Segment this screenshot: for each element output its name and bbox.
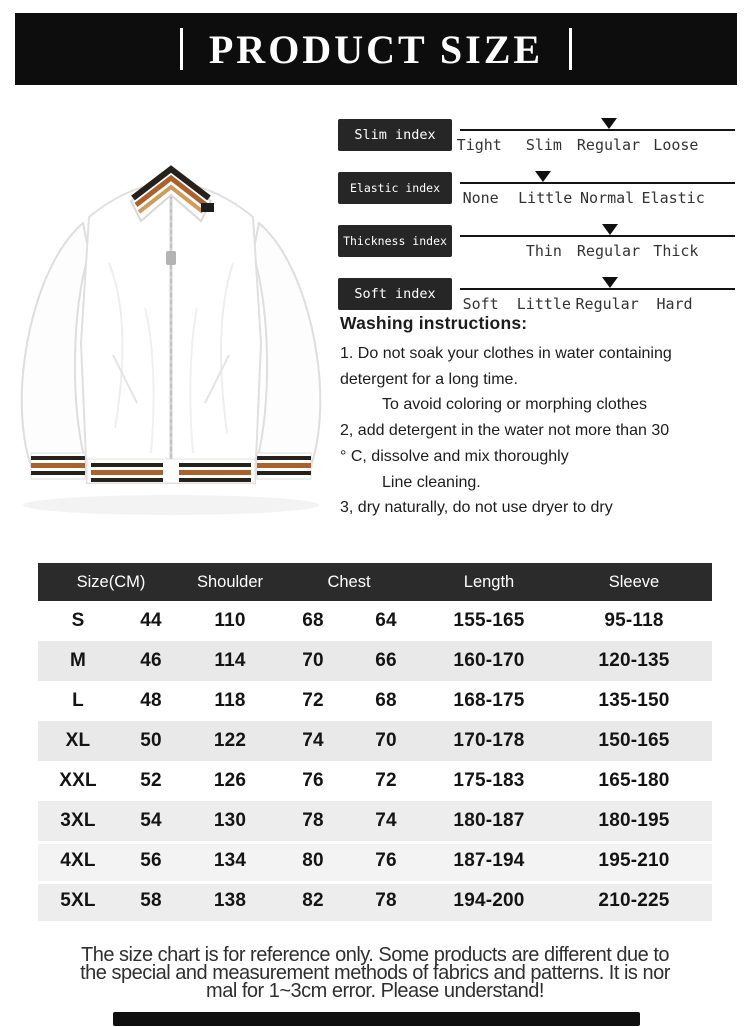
table-row: [38, 801, 712, 841]
size-cell: 4XL: [60, 850, 96, 871]
index-label: Thickness index: [338, 225, 452, 257]
index-option: Soft: [462, 295, 499, 313]
table-cell: 165-180: [598, 770, 670, 791]
size-cell: XXL: [59, 770, 97, 791]
index-row: [338, 117, 735, 153]
banner-left-bar: [180, 28, 183, 70]
left-cuff: [31, 453, 85, 479]
table-row: [38, 641, 712, 681]
index-option: Thick: [653, 242, 699, 260]
disclaimer-line: the special and measurement methods of fabrics and patterns. It is nor: [80, 962, 670, 984]
washing-line: To avoid coloring or morphing clothes: [382, 396, 648, 414]
size-cell: L: [72, 690, 84, 711]
index-row: [338, 170, 735, 206]
washing-instructions: [340, 313, 744, 521]
table-cell: 122: [213, 730, 247, 751]
index-line: [460, 129, 735, 131]
index-option: Regular: [576, 242, 641, 260]
footer-bar: [113, 1012, 640, 1026]
column-header: Chest: [327, 572, 371, 591]
table-cell: 95-118: [604, 610, 664, 631]
table-cell: 130: [213, 810, 247, 831]
size-cell: XL: [65, 730, 91, 751]
table-cell: 187-194: [453, 850, 525, 871]
index-scale: [456, 117, 735, 154]
index-label: Elastic index: [338, 172, 452, 204]
table-body: [38, 601, 712, 921]
index-row: [338, 276, 735, 312]
index-section: [338, 117, 735, 329]
washing-line: Line cleaning.: [382, 473, 481, 491]
table-cell: 48: [140, 690, 162, 711]
table-row: [38, 681, 712, 721]
index-label: Soft index: [338, 278, 452, 310]
collar-size-tag: [201, 203, 214, 212]
index-scale: [460, 276, 735, 312]
disclaimer-line: The size chart is for reference only. Some products are different due to: [80, 944, 670, 966]
table-cell: 134: [213, 850, 247, 871]
jacket-illustration: [5, 103, 337, 528]
table-cell: 135-150: [598, 690, 670, 711]
washing-heading: Washing instructions:: [340, 313, 528, 333]
column-header: Sleeve: [608, 572, 660, 591]
column-header: Shoulder: [196, 572, 264, 591]
product-image: [5, 103, 337, 528]
table-cell: 120-135: [598, 650, 670, 671]
table-cell: 210-225: [598, 890, 670, 911]
index-option: None: [462, 189, 499, 207]
column-header: Length: [463, 572, 515, 591]
table-cell: 138: [213, 890, 247, 911]
right-cuff: [257, 453, 311, 479]
table-cell: 180-187: [453, 810, 525, 831]
washing-lines: [340, 341, 744, 521]
table-cell: 118: [214, 690, 246, 711]
size-cell: 5XL: [60, 890, 96, 911]
table-cell: 170-178: [453, 730, 525, 751]
size-cell: 3XL: [60, 810, 96, 831]
index-option: Thin: [525, 242, 562, 260]
washing-line: 2, add detergent in the water not more than 30: [340, 422, 670, 440]
table-cell: 70: [302, 650, 324, 671]
index-row: [338, 223, 735, 259]
index-line: [460, 235, 735, 237]
table-cell: 66: [375, 650, 397, 671]
table-cell: 155-165: [453, 610, 525, 631]
table-cell: 50: [140, 730, 162, 751]
table-cell: 80: [302, 850, 324, 871]
table-row: [38, 761, 712, 801]
size-table: [38, 563, 712, 921]
table-cell: 52: [140, 770, 162, 791]
table-cell: 175-183: [453, 770, 525, 791]
table-cell: 64: [375, 610, 397, 631]
banner-right-bar: [569, 28, 572, 70]
table-cell: 46: [140, 650, 162, 671]
table-row: [38, 881, 712, 921]
table-cell: 110: [214, 610, 246, 631]
table-cell: 56: [140, 850, 162, 871]
table-cell: 74: [302, 730, 324, 751]
table-cell: 150-165: [598, 730, 670, 751]
index-line: [460, 182, 735, 184]
marker-arrow-icon: [602, 277, 618, 288]
table-cell: 78: [375, 890, 397, 911]
index-option: Elastic: [641, 189, 705, 207]
table-header-row: [38, 563, 712, 601]
washing-line: 3, dry naturally, do not use dryer to dry: [340, 499, 613, 517]
index-option: Loose: [653, 136, 699, 154]
table-cell: 168-175: [453, 690, 525, 711]
index-option: Hard: [656, 295, 693, 313]
table-cell: 58: [140, 890, 162, 911]
size-cell: M: [69, 650, 87, 671]
index-option: Normal: [580, 189, 635, 207]
index-option: Regular: [576, 136, 641, 154]
table-cell: 160-170: [453, 650, 525, 671]
column-header: Size(CM): [76, 572, 146, 591]
index-option: Regular: [575, 295, 639, 313]
marker-arrow-icon: [602, 224, 618, 235]
zipper-pull-icon: [166, 251, 176, 265]
index-option: Tight: [456, 136, 502, 154]
washing-line: detergent for a long time.: [340, 370, 518, 388]
index-label: Slim index: [338, 119, 452, 151]
table-row: [38, 841, 712, 881]
washing-line: ° C, dissolve and mix thoroughly: [340, 447, 569, 465]
index-scale: [460, 170, 735, 206]
index-scale: [460, 223, 735, 259]
table-row: [38, 721, 712, 761]
washing-line: 1. Do not soak your clothes in water containing: [340, 345, 672, 362]
table-cell: 78: [302, 810, 324, 831]
index-line: [460, 288, 735, 290]
hem-band: [87, 459, 255, 483]
disclaimer-line: mal for 1~3cm error. Please understand!: [206, 980, 544, 1002]
table-cell: 76: [375, 850, 397, 871]
index-option: Slim: [525, 136, 562, 154]
table-cell: 74: [375, 810, 397, 831]
disclaimer: [0, 946, 750, 1000]
page-title: PRODUCT SIZE: [208, 26, 544, 72]
index-option: Little: [518, 189, 573, 207]
table-cell: 54: [140, 810, 162, 831]
table-cell: 72: [302, 690, 324, 711]
table-cell: 76: [302, 770, 324, 791]
table-cell: 180-195: [598, 810, 670, 831]
table-cell: 68: [375, 690, 397, 711]
table-cell: 194-200: [453, 890, 525, 911]
banner: [15, 13, 737, 85]
table-cell: 70: [375, 730, 397, 751]
table-cell: 126: [213, 770, 247, 791]
table-cell: 195-210: [598, 850, 670, 871]
size-cell: S: [71, 610, 85, 631]
marker-arrow-icon: [601, 118, 617, 129]
table-row: [38, 601, 712, 641]
index-option: Little: [516, 295, 571, 313]
table-cell: 72: [375, 770, 397, 791]
table-cell: 82: [302, 890, 324, 911]
table-cell: 68: [302, 610, 324, 631]
table-cell: 44: [140, 610, 162, 631]
table-cell: 114: [214, 650, 246, 671]
marker-arrow-icon: [535, 171, 551, 182]
